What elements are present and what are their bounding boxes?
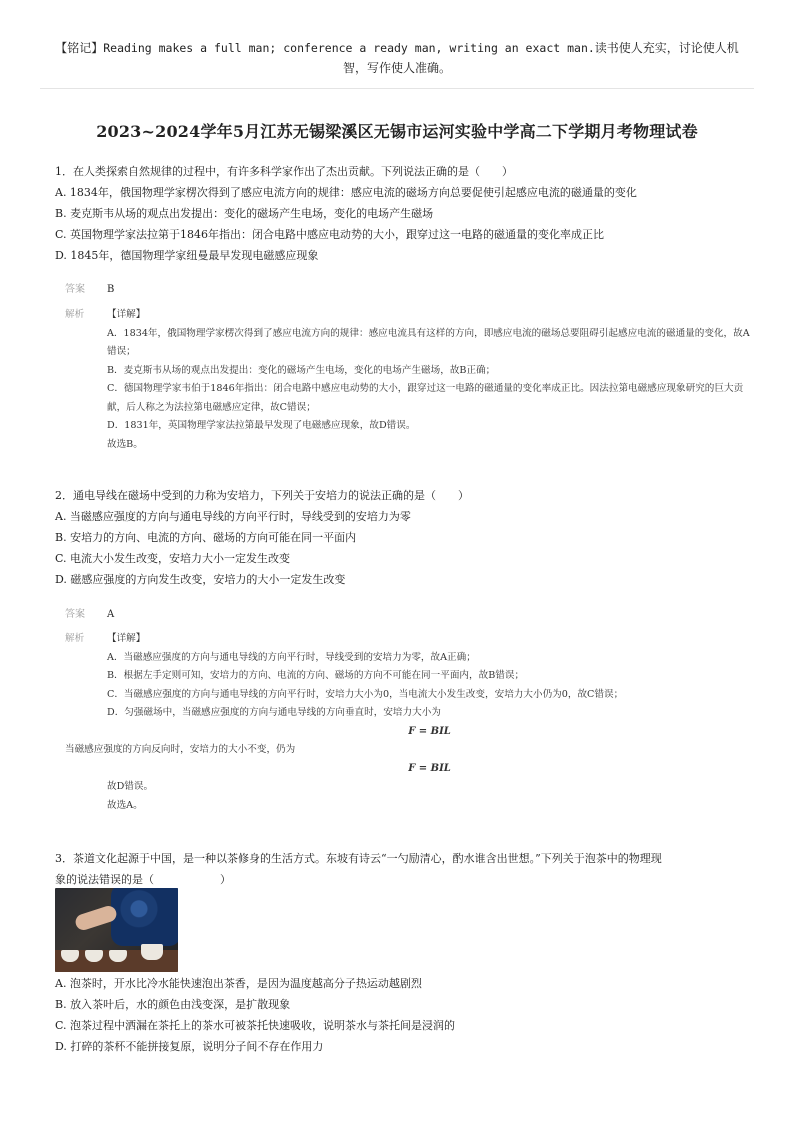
question-2-option-d: D. 磁感应强度的方向发生改变，安培力的大小一定发生改变 <box>55 573 346 586</box>
motto-quote-en: Reading makes a full man; conference a ready man, writing an exact man. <box>103 41 595 55</box>
explanation-line: A．当磁感应强度的方向与通电导线的方向平行时，导线受到的安培力为零，故A正确； <box>107 651 476 663</box>
question-1 <box>55 161 764 266</box>
explanation-line: B．根据左手定则可知，安培力的方向、电流的方向、磁场的方向不可能在同一平面内，故B错误； <box>107 670 525 681</box>
question-3-option-c: C. 泡茶过程中洒漏在茶托上的茶水可被茶托快速吸收，说明茶水与茶托间是浸润的 <box>55 1019 456 1032</box>
question-3-options <box>55 973 764 1057</box>
detail-label: 【详解】 <box>107 309 146 320</box>
question-2-stem: 2．通电导线在磁场中受到的力称为安培力，下列关于安培力的说法正确的是（ ） <box>55 489 469 502</box>
detail-label: 【详解】 <box>107 633 146 644</box>
question-3-stem-line-1: 3．茶道文化起源于中国，是一种以茶修身的生活方式。东坡有诗云“一勺励清心，酌水谁含出世想。”下列关于泡茶中的物理现 <box>55 852 662 865</box>
question-3-stem-line-2: 象的说法错误的是（ ） <box>55 873 231 886</box>
question-2-option-b: B. 安培力的方向、电流的方向、磁场的方向可能在同一平面内 <box>55 531 357 544</box>
question-1-stem: 1．在人类探索自然规律的过程中，有许多科学家作出了杰出贡献。下列说法正确的是（ ） <box>55 165 513 178</box>
explanation-line: A．1834年，俄国物理学家楞次得到了感应电流方向的规律：感应电流具有这样的方向，即感应电流的磁场总要阻碍引起感应电流的磁通量的变化，故A错误； <box>107 327 750 357</box>
explanation-line: 故D错误。 <box>107 781 154 792</box>
explanation-line: B．麦克斯韦从场的观点出发提出：变化的磁场产生电场，变化的电场产生磁场，故B正确； <box>107 364 496 376</box>
question-1-explanation <box>65 306 754 454</box>
question-2-option-a: A. 当磁感应强度的方向与通电导线的方向平行时，导线受到的安培力为零 <box>55 510 411 523</box>
question-2-option-c: C. 电流大小发生改变，安培力大小一定发生改变 <box>55 552 291 565</box>
motto <box>40 38 754 78</box>
motto-label: 铭记 <box>67 41 92 55</box>
formula-1: F = BIL <box>408 725 451 737</box>
question-1-answer <box>65 281 754 300</box>
question-1-option-d: D. 1845年，德国物理学家纽曼最早发现电磁感应现象 <box>55 249 319 262</box>
question-1-option-b: B. 麦克斯韦从场的观点出发提出：变化的磁场产生电场，变化的电场产生磁场 <box>55 207 434 220</box>
header-divider <box>40 88 754 89</box>
tea-ceremony-photo <box>55 888 178 972</box>
formula-2: F = BIL <box>408 762 451 774</box>
explanation-line: C．德国物理学家韦伯于1846年指出：闭合电路中感应电动势的大小，跟穿过这一电路的磁通量的变化率成正比。因法拉第电磁感应现象研究的巨大贡献，后人称之为法拉第电磁感应定律，故C错误； <box>107 383 744 413</box>
answer-label: 答案 <box>65 609 85 620</box>
page-title: 2023~2024学年5月江苏无锡梁溪区无锡市运河实验中学高二下学期月考物理试卷 <box>96 122 698 141</box>
answer-label: 答案 <box>65 284 85 295</box>
question-3 <box>55 848 764 890</box>
explanation-line: D．匀强磁场中，当磁感应强度的方向与通电导线的方向垂直时，安培力大小为 <box>107 707 441 718</box>
question-3-option-b: B. 放入茶叶后，水的颜色由浅变深，是扩散现象 <box>55 998 291 1011</box>
motto-quote-zh-1: 读书使人充实，讨论使人机 <box>594 41 739 55</box>
explanation-line: 故选A。 <box>107 799 143 811</box>
explanation-line: 当磁感应强度的方向反向时，安培力的大小不变，仍为 <box>65 744 296 755</box>
answer-value: A <box>107 609 115 620</box>
question-3-option-a: A. 泡茶时，开水比冷水能快速泡出茶香，是因为温度越高分子热运动越剧烈 <box>55 977 422 990</box>
question-2 <box>55 485 764 590</box>
answer-value: B <box>107 284 115 295</box>
question-2-answer <box>65 606 754 625</box>
motto-line-2: 智，写作使人准确。 <box>342 61 451 75</box>
explanation-line: D．1831年，英国物理学家法拉第最早发现了电磁感应现象，故D错误。 <box>107 420 416 431</box>
question-1-option-a: A. 1834年，俄国物理学家楞次得到了感应电流方向的规律：感应电流的磁场方向总要促使引起感应电流的磁通量的变化 <box>55 186 637 199</box>
analysis-label: 解析 <box>65 633 85 644</box>
question-1-option-c: C. 英国物理学家法拉第于1846年指出：闭合电路中感应电动势的大小，跟穿过这一电路的磁通量的变化率成正比 <box>55 228 605 241</box>
question-2-explanation <box>65 630 754 815</box>
motto-line-1: 【铭记】Reading makes a full man; conference a ready man, writing an exact man.读书使人充实，讨论使人机 <box>55 41 739 55</box>
explanation-line: 故选B。 <box>107 438 143 450</box>
question-3-option-d: D. 打碎的茶杯不能拼接复原，说明分子间不存在作用力 <box>55 1040 324 1053</box>
explanation-line: C．当磁感应强度的方向与通电导线的方向平行时，安培力大小为0，当电流大小发生改变，安培力大小仍为0，故C错误； <box>107 688 624 700</box>
analysis-label: 解析 <box>65 309 85 320</box>
